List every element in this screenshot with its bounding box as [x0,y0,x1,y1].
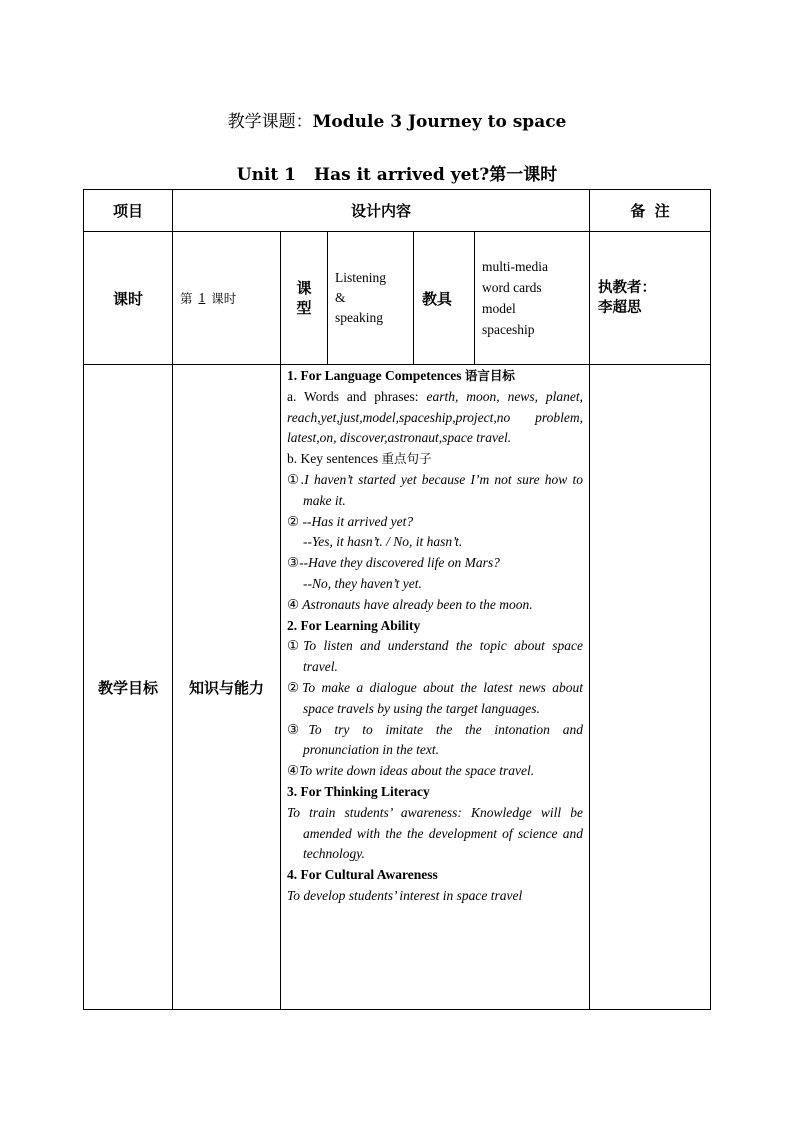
learning-goal [287,636,583,678]
key-sentences-heading [287,449,583,470]
unit-label: Unit 1 [236,165,297,185]
header-design: 设计内容 [350,202,411,220]
teacher-name: 李超思 [598,299,642,316]
type-line: & [335,290,346,305]
learning-goal [287,720,583,762]
key-sentence-answer: --No, they haven’t yet. [303,575,422,591]
key-sentence-answer: --Yes, it hasn’t. / No, it hasn’t. [303,534,463,550]
period-number: 1 [198,290,206,305]
section-thinking-title: 3. For Thinking Literacy [287,783,430,799]
learning-goal [287,761,583,782]
key-sentence-text: .I haven’t started yet because I’m not sure how to make it. [300,471,583,508]
key-sentence-number: ④ [287,596,300,612]
period-suffix: 课时 [211,291,237,306]
title-prefix: 教学课题： [227,112,313,132]
tool-item: multi-media [482,259,548,274]
lesson-label: 第一课时 [489,165,558,185]
teacher-info [598,232,710,364]
objectives-label: 教学目标 [97,678,158,697]
lesson-type-label-text: 课型 [296,279,312,317]
lesson-type-label [281,232,327,364]
lesson-type-value [335,232,413,364]
notes-cell [590,365,710,1009]
learning-goal-text: To try to imitate the the intonation and pronunciation in the text. [303,721,583,758]
objectives-content [281,366,589,1009]
learning-goal-text: To make a dialogue about the latest news about space travels by using the target languages. [302,679,583,716]
learning-goal-number: ① [287,638,304,654]
key-sentence-text: Astronauts have already been to the moon. [299,596,533,612]
key-sentence [287,512,583,533]
learning-goal-number: ③ [287,721,309,737]
type-line: speaking [335,310,383,325]
key-sentence [287,595,583,616]
cultural-text: To develop students’ interest in space travel [287,887,523,903]
period-prefix: 第 [180,291,193,306]
key-sentences-label-cn: 重点句子 [381,451,432,467]
key-sentence-text: --Have they discovered life on Mars? [299,555,500,571]
key-sentence-number: ③ [287,555,300,571]
tool-item: model [482,301,516,316]
period-value [180,232,280,364]
words-label: a. Words and phrases: [287,388,427,404]
section-learning-title: 2. For Learning Ability [287,617,421,633]
words-phrases [287,387,583,449]
key-sentence-number: ① [287,471,301,487]
key-sentence-text: --Has it arrived yet? [299,513,414,529]
tool-item: spaceship [482,322,535,337]
thinking-text: To train students’ awareness: Knowledge will be amended with the the development of science and technology. [287,804,583,862]
key-sentences-label: b. Key sentences [287,451,382,467]
learning-goal-text: To listen and understand the topic about space travel. [303,638,583,675]
learning-goal-text: To write down ideas about the space travel. [299,763,535,779]
section-cultural-title: 4. For Cultural Awareness [287,867,438,883]
learning-goal-number: ④ [287,763,300,779]
section-language [287,366,583,387]
learning-goal [287,678,583,720]
tools-list [482,232,589,364]
section-language-title: 1. For Language Competences [287,368,462,383]
tool-item: word cards [482,280,542,295]
words-list: earth, moon, news, planet, reach,yet,just,model,spaceship,project,no problem, latest,on, discover,astronaut,space travel. [287,388,583,446]
type-line: Listening [335,270,386,285]
header-notes: 备 注 [630,202,670,220]
key-sentence [287,470,583,512]
section-language-title-cn: 语言目标 [464,368,515,383]
knowledge-ability-label: 知识与能力 [188,678,264,697]
module-title: Module 3 Journey to space [312,112,567,132]
period-label: 课时 [112,289,143,308]
learning-goal-number: ② [287,679,303,695]
teacher-label: 执教者： [598,279,656,296]
key-sentence [287,553,583,574]
key-sentence-number: ② [287,513,300,529]
tools-label: 教具 [422,289,453,308]
header-item: 项目 [112,202,143,220]
unit-question: Has it arrived yet? [314,165,490,185]
